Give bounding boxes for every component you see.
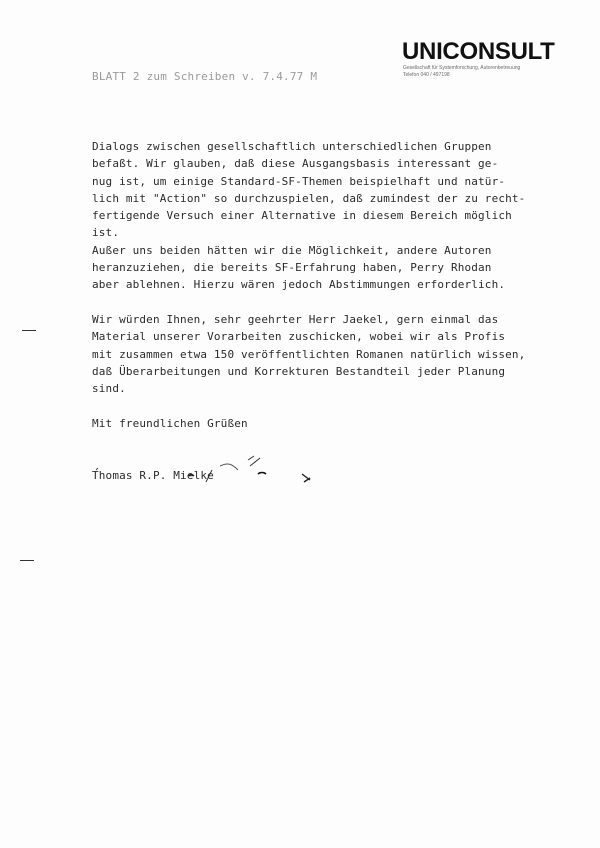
body-line: sind. <box>92 382 126 396</box>
paragraph-gap <box>92 397 562 414</box>
body-line: fertigende Versuch einer Alternative in diesem Bereich möglich <box>92 209 512 223</box>
body-line: nug ist, um einige Standard-SF-Themen beispielhaft und natür- <box>92 174 506 188</box>
body-line: heranzuziehen, die bereits SF-Erfahrung haben, Perry Rhodan <box>92 261 492 275</box>
body-line: Material unserer Vorarbeiten zuschicken, wobei wir als Profis <box>92 330 506 344</box>
punch-mark <box>22 330 36 331</box>
letterhead-tagline <box>403 65 563 79</box>
body-line: Außer uns beiden hätten wir die Möglichkeit, andere Autoren <box>92 243 492 257</box>
signature-gap <box>92 432 562 449</box>
signatory-name: Thomas R.P. Mielke <box>92 468 214 482</box>
paragraph-gap <box>92 294 562 311</box>
page-reference-line: BLATT 2 zum Schreiben v. 7.4.77 M <box>92 70 318 83</box>
body-line: aber ablehnen. Hierzu wären jedoch Abstimmungen erforderlich. <box>92 278 506 292</box>
body-line: daß Überarbeitungen und Korrekturen Bestandteil jeder Planung <box>92 364 506 378</box>
body-line: Wir würden Ihnen, sehr geehrter Herr Jaekel, gern einmal das <box>92 312 499 326</box>
company-logo: UNICONSULT <box>402 38 555 65</box>
body-line: Dialogs zwischen gesellschaftlich unterschiedlichen Gruppen <box>92 140 492 153</box>
letterhead-tagline-line-2: Telefon 040 / 497198 <box>403 72 450 78</box>
closing-salutation: Mit freundlichen Grüßen <box>92 416 248 430</box>
body-line: mit zusammen etwa 150 veröffentlichten Romanen natürlich wissen, <box>92 347 526 361</box>
body-line: ist. <box>92 226 120 240</box>
letter-body <box>92 138 562 484</box>
fold-mark <box>20 560 34 561</box>
letterhead-tagline-line-1: Gesellschaft für Systemforschung, Autorenbetreuung <box>403 65 521 71</box>
handwritten-signature <box>88 452 328 492</box>
body-line: lich mit "Action" so durchzuspielen, daß zumindest der zu recht- <box>92 191 526 205</box>
body-line: befaßt. Wir glauben, daß diese Ausgangsbasis interessant ge- <box>92 157 499 171</box>
